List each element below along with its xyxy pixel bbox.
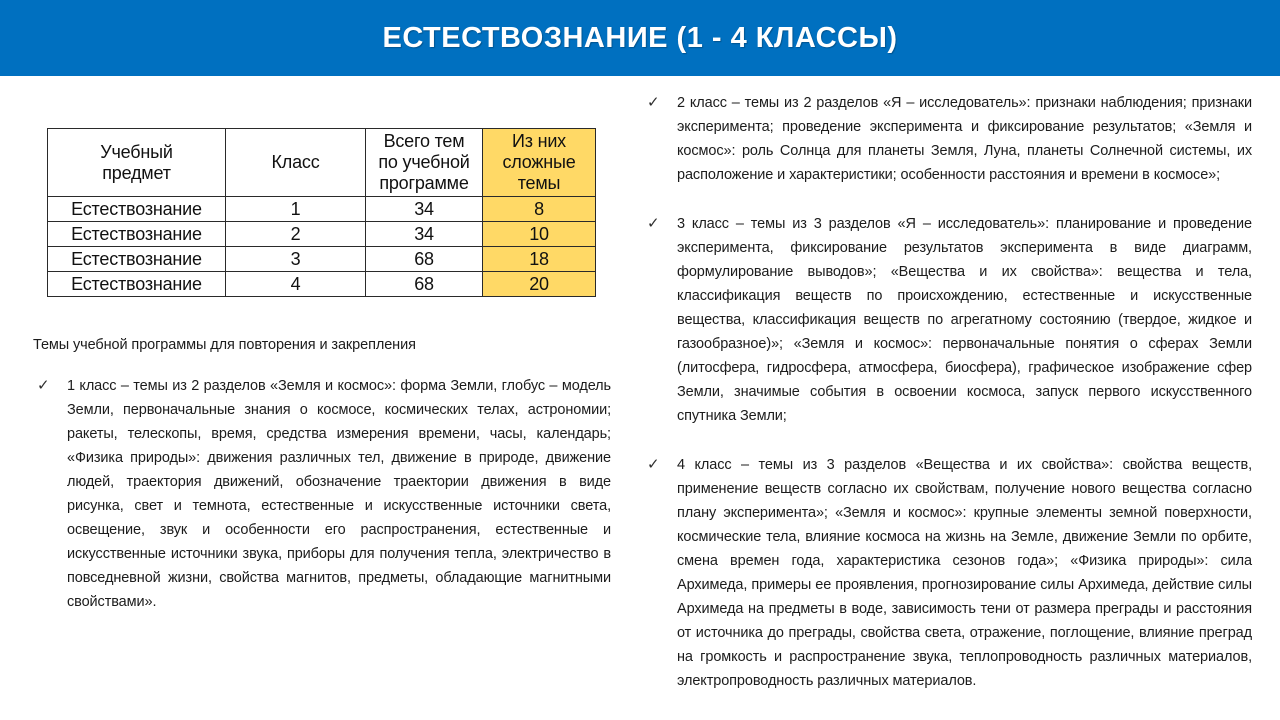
table-row	[48, 272, 596, 297]
cell-subject: Естествознание	[48, 197, 226, 222]
table-header-row	[48, 129, 596, 197]
slide-content	[0, 76, 1280, 718]
slide-title: ЕСТЕСТВОЗНАНИЕ (1 - 4 КЛАССЫ)	[382, 21, 898, 54]
cell-total: 68	[366, 247, 483, 272]
left-bullet-list	[33, 374, 611, 614]
list-item-text: 2 класс – темы из 2 разделов «Я – исследователь»: признаки наблюдения; признаки эксперимента; проведение эксперимента и фиксирование результатов; «Земля и космос»: роль Солнца для планеты Земля, Луна, планеты Солнечной системы, их расположение и характеристики; особенности расстояния и времени в космосе»;	[677, 95, 1252, 183]
list-item-grade3	[643, 212, 1252, 428]
list-item-text: 1 класс – темы из 2 разделов «Земля и космос»: форма Земли, глобус – модель Земли, первоначальные знания о космосе, космических телах, астрономии; ракеты, телескопы, время, средства измерения времени, часы, календарь; «Физика природы»: движения различных тел, движение в природе, движение людей, траектория движений, обозначение траектории движения в виде рисунка, свет и темнота, естественные и искусственные источники света, освещение, звук и особенности его распространения, естественные и искусственные источники звука, приборы для получения тепла, электричество в повседневной жизни, свойства магнитов, предметы, обладающие магнитными свойствами».	[67, 378, 611, 610]
list-item-grade4	[643, 453, 1252, 693]
list-item-text: 4 класс – темы из 3 разделов «Вещества и их свойства»: свойства веществ, применение веществ согласно их свойствам, получение нового вещества согласно плану эксперимента»; «Земля и космос»: крупные элементы земной поверхности, космические тела, влияние космоса на жизнь на Земле, движение Земли по орбите, смена времен года, характеристика сезонов года»; «Физика природы»: сила Архимеда, примеры ее проявления, прогнозирование силы Архимеда, действие силы Архимеда на предметы в воде, зависимость тени от размера преграды и расстояния от источника до преграды, свойства света, отражение, поглощение, влияние преград на громкость и распространение звука, теплопроводность различных материалов, электропроводность различных материалов.	[677, 457, 1252, 689]
table-row	[48, 197, 596, 222]
checkmark-icon: ✓	[647, 215, 660, 232]
cell-grade: 3	[226, 247, 366, 272]
right-column	[643, 91, 1252, 718]
cell-difficult: 10	[483, 222, 596, 247]
list-item-grade2	[643, 91, 1252, 187]
right-bullet-list	[643, 91, 1252, 693]
list-item-grade1	[33, 374, 611, 614]
table-row	[48, 222, 596, 247]
checkmark-icon: ✓	[647, 456, 660, 473]
cell-total: 34	[366, 222, 483, 247]
cell-grade: 2	[226, 222, 366, 247]
cell-grade: 4	[226, 272, 366, 297]
cell-difficult: 8	[483, 197, 596, 222]
column-header-difficult-topics: Из них сложные темы	[483, 129, 596, 197]
list-caption: Темы учебной программы для повторения и закрепления	[33, 337, 416, 353]
column-header-subject: Учебный предмет	[48, 129, 226, 197]
cell-subject: Естествознание	[48, 222, 226, 247]
column-header-total-topics: Всего тем по учебной программе	[366, 129, 483, 197]
cell-total: 68	[366, 272, 483, 297]
checkmark-icon: ✓	[647, 94, 660, 111]
cell-subject: Естествознание	[48, 247, 226, 272]
table-row	[48, 247, 596, 272]
left-column	[33, 91, 611, 718]
cell-total: 34	[366, 197, 483, 222]
topics-table	[47, 128, 596, 297]
title-bar	[0, 0, 1280, 76]
cell-difficult: 18	[483, 247, 596, 272]
list-item-text: 3 класс – темы из 3 разделов «Я – исследователь»: планирование и проведение эксперимента, фиксирование результатов эксперимента в виде диаграмм, формулирование выводов»; «Вещества и их свойства»: вещества и тела, классификация веществ по происхождению, естественные и искусственные вещества, классификация веществ по агрегатному состоянию (твердое, жидкое и газообразное)»; «Земля и космос»: первоначальные понятия о сферах Земли (литосфера, гидросфера, атмосфера, биосфера), графическое изображение сфер Земли, значимые события в освоении космоса, запуск первого искусственного спутника Земли;	[677, 216, 1252, 424]
cell-subject: Естествознание	[48, 272, 226, 297]
column-header-grade: Класс	[226, 129, 366, 197]
checkmark-icon: ✓	[37, 377, 50, 394]
cell-difficult: 20	[483, 272, 596, 297]
cell-grade: 1	[226, 197, 366, 222]
